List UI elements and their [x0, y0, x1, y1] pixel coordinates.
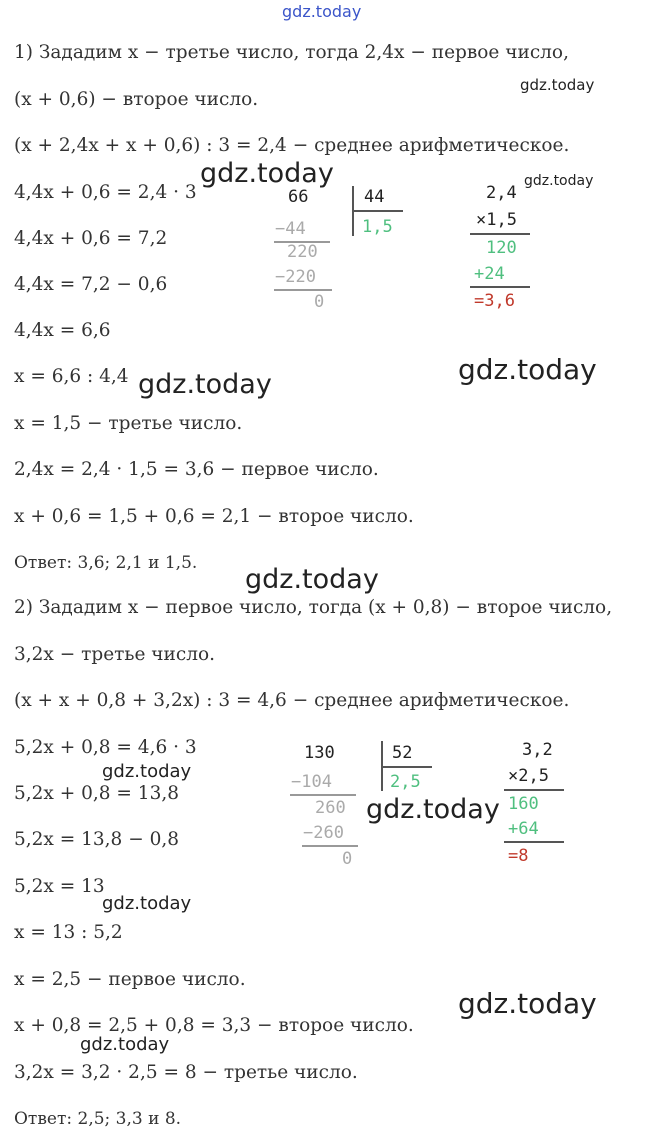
divisor-line [382, 766, 432, 768]
solution-line: 4,4x + 0,6 = 2,4 · 3 [14, 182, 197, 203]
solution-line: (x + 0,6) − второе число. [14, 89, 259, 110]
divisor-line [353, 210, 403, 212]
remainder: 0 [342, 849, 353, 869]
factor: ×2,5 [508, 766, 549, 786]
solution-line: x + 0,8 = 2,5 + 0,8 = 3,3 − второе число. [14, 1015, 414, 1036]
watermark: gdz.today [458, 987, 597, 1020]
mult-line [504, 841, 564, 843]
subtrahend: −44 [275, 219, 306, 239]
solution-line: 2,4x = 2,4 · 1,5 = 3,6 − первое число. [14, 459, 379, 480]
solution-line: x = 2,5 − первое число. [14, 969, 246, 990]
answer-line: Ответ: 2,5; 3,3 и 8. [14, 1109, 182, 1129]
watermark: gdz.today [524, 173, 594, 189]
factor: 2,4 [486, 183, 517, 203]
factor: 3,2 [522, 740, 553, 760]
remainder: 0 [314, 292, 325, 312]
partial-product: +64 [508, 819, 539, 839]
solution-line: 1) Зададим x − третье число, тогда 2,4x − первое число, [14, 42, 569, 63]
mult-line [470, 233, 530, 235]
watermark: gdz.today [366, 794, 500, 825]
solution-line: x + 0,6 = 1,5 + 0,6 = 2,1 − второе число. [14, 506, 414, 527]
answer-line: Ответ: 3,6; 2,1 и 1,5. [14, 553, 198, 573]
factor: ×1,5 [476, 210, 517, 230]
solution-line: 5,2x + 0,8 = 13,8 [14, 783, 179, 804]
solution-line: 5,2x = 13,8 − 0,8 [14, 829, 179, 850]
watermark: gdz.today [520, 76, 595, 94]
remainder: 220 [287, 242, 318, 262]
solution-line: 4,4x = 6,6 [14, 320, 111, 341]
solution-line: 4,4x = 7,2 − 0,6 [14, 274, 168, 295]
watermark-top: gdz.today [282, 2, 362, 21]
solution-line: 3,2x = 3,2 · 2,5 = 8 − третье число. [14, 1062, 358, 1083]
partial-product: 120 [486, 238, 517, 258]
remainder: 260 [315, 798, 346, 818]
mult-line [470, 286, 530, 288]
solution-line: 3,2x − третье число. [14, 644, 215, 665]
watermark: gdz.today [245, 564, 379, 595]
subtrahend: −104 [291, 772, 332, 792]
partial-product: 160 [508, 794, 539, 814]
solution-line: 5,2x = 13 [14, 876, 105, 897]
solution-line: x = 13 : 5,2 [14, 922, 123, 943]
quotient: 1,5 [362, 217, 393, 237]
dividend: 130 [304, 743, 335, 763]
solution-line: 4,4x + 0,6 = 7,2 [14, 228, 168, 249]
divisor: 44 [364, 187, 385, 207]
watermark: gdz.today [102, 761, 192, 782]
sub-line [302, 845, 358, 847]
watermark: gdz.today [458, 353, 597, 386]
product: =3,6 [474, 291, 515, 311]
solution-line: 5,2x + 0,8 = 4,6 · 3 [14, 737, 197, 758]
subtrahend: −260 [303, 823, 344, 843]
solution-line: x = 6,6 : 4,4 [14, 366, 129, 387]
watermark: gdz.today [102, 893, 192, 914]
sub-line [274, 289, 332, 291]
dividend: 66 [288, 187, 309, 207]
watermark: gdz.today [138, 369, 272, 400]
solution-line: (x + x + 0,8 + 3,2x) : 3 = 4,6 − среднее арифметическое. [14, 690, 570, 711]
mult-line [504, 789, 564, 791]
sub-line [290, 794, 356, 796]
solution-line: (x + 2,4x + x + 0,6) : 3 = 2,4 − среднее арифметическое. [14, 135, 570, 156]
watermark: gdz.today [200, 158, 334, 189]
quotient: 2,5 [390, 772, 421, 792]
watermark: gdz.today [80, 1034, 170, 1055]
partial-product: +24 [474, 264, 505, 284]
solution-line: 2) Зададим x − первое число, тогда (x + 0,8) − второе число, [14, 597, 613, 618]
divisor: 52 [392, 743, 413, 763]
subtrahend: −220 [275, 267, 316, 287]
product: =8 [508, 846, 529, 866]
solution-line: x = 1,5 − третье число. [14, 413, 243, 434]
